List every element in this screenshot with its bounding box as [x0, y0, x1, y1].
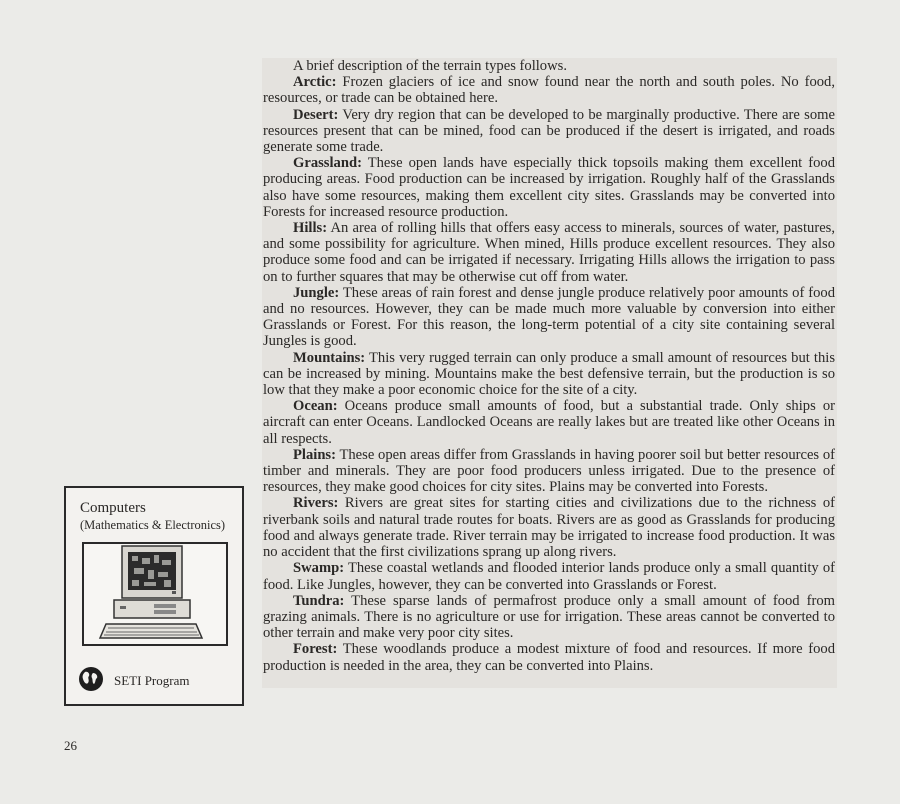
- terrain-paragraph-tundra: [263, 593, 835, 642]
- terrain-name: Rivers:: [293, 495, 339, 512]
- terrain-name: Ocean:: [293, 398, 338, 415]
- terrain-text: An area of rolling hills that offers easy access to minerals, sources of water, pastures, and some possibility for agriculture. When mined, Hills produce excellent resources. They also produce some food and can be irrigated if necessary. Irrigating Hills allows the irrigation to pass on to further squares that may be otherwise cut off from water.: [263, 220, 835, 285]
- terrain-name: Plains:: [293, 446, 336, 463]
- terrain-text: Frozen glaciers of ice and snow found near the north and south poles. No food, resources, or trade can be obtained here.: [263, 74, 835, 107]
- terrain-text: These coastal wetlands and flooded interior lands produce only a small quantity of food. Like Jungles, however, they can be converted into Grasslands or Forest.: [263, 560, 835, 593]
- intro-paragraph: A brief description of the terrain types follows.: [293, 58, 567, 74]
- terrain-name: Jungle:: [293, 284, 340, 301]
- terrain-paragraph-hills: [263, 220, 835, 285]
- terrain-paragraph-ocean: [263, 398, 835, 447]
- page-number: 26: [64, 738, 77, 753]
- terrain-text: These areas of rain forest and dense jungle produce relatively poor amounts of food and no resources. However, they can be made much more valuable by conversion into either Grasslands or Forest. For this reason, the long-term potential of a city site containing several Jungles is good.: [263, 284, 835, 350]
- terrain-paragraph-forest: [263, 641, 835, 673]
- terrain-paragraph-desert: [263, 107, 835, 156]
- terrain-paragraph-jungle: [263, 285, 835, 350]
- terrain-paragraph-mountains: [263, 350, 835, 399]
- terrain-text: Rivers are great sites for starting cities and civilizations due to the richness of riverbank soils and natural trade routes for boats. Rivers are as good as Grasslands for producing food and always generate trade. River terrain may be irrigated to increase food production. It was no accident that the first civilizations sprang up along rivers.: [263, 495, 835, 561]
- terrain-text: These open lands have especially thick topsoils making them excellent food producing areas. Food production can be increased by irrigation. Roughly half of the Grasslands also have some resources, making them excellent city sites. Grasslands may be converted into Forests for increased resource production.: [263, 155, 835, 220]
- globe-icon: [78, 666, 104, 692]
- terrain-text: This very rugged terrain can only produce a small amount of resources but this can be increased by mining. Mountains make the best defensive terrain, but the production is so low that they make a poor economic choice for the site of a city.: [263, 349, 835, 399]
- computer-icon: [84, 544, 226, 644]
- terrain-text: These sparse lands of permafrost produce only a small amount of food from grazing animals. There is no agriculture or use for irrigation. These areas cannot be converted to other terrain and make very poor city sites.: [263, 592, 835, 642]
- illustration-frame: [82, 542, 228, 646]
- terrain-paragraph-swamp: [263, 560, 835, 592]
- terrain-name: Arctic:: [293, 74, 337, 91]
- terrain-paragraph-grassland: [263, 155, 835, 220]
- terrain-paragraph-arctic: [263, 74, 835, 106]
- terrain-text: These woodlands produce a modest mixture of food and resources. If more food production is needed in the area, they can be converted into Plains.: [263, 641, 835, 674]
- terrain-name: Hills:: [293, 220, 328, 237]
- terrain-paragraph-plains: [263, 447, 835, 496]
- terrain-name: Tundra:: [293, 592, 345, 609]
- terrain-text: These open areas differ from Grasslands in having poorer soil but better resources of timber and minerals. They are poor food producers unless irrigated. Due to the presence of resources, they make good choices for city sites. Plains may be converted into Forests.: [263, 446, 835, 496]
- terrain-text: Oceans produce small amounts of food, but a substantial trade. Only ships or aircraft can enter Oceans. Landlocked Oceans are really lakes but are treated like other Oceans in all respects.: [263, 398, 835, 447]
- sidebar-subtitle: (Mathematics & Electronics): [80, 518, 226, 532]
- sidebar-title: Computers: [80, 500, 146, 516]
- terrain-name: Grassland:: [293, 155, 362, 172]
- advance-label: SETI Program: [114, 673, 190, 688]
- terrain-descriptions: [262, 58, 837, 688]
- terrain-name: Forest:: [293, 641, 338, 658]
- terrain-paragraph-rivers: [263, 495, 835, 560]
- terrain-text: Very dry region that can be developed to be marginally productive. There are some resources present that can be mined, food can be produced if the desert is irrigated, and roads generate some trade.: [263, 106, 835, 156]
- terrain-name: Mountains:: [293, 349, 366, 366]
- terrain-name: Desert:: [293, 106, 339, 123]
- advance-sidebar: [64, 486, 244, 706]
- terrain-name: Swamp:: [293, 560, 345, 577]
